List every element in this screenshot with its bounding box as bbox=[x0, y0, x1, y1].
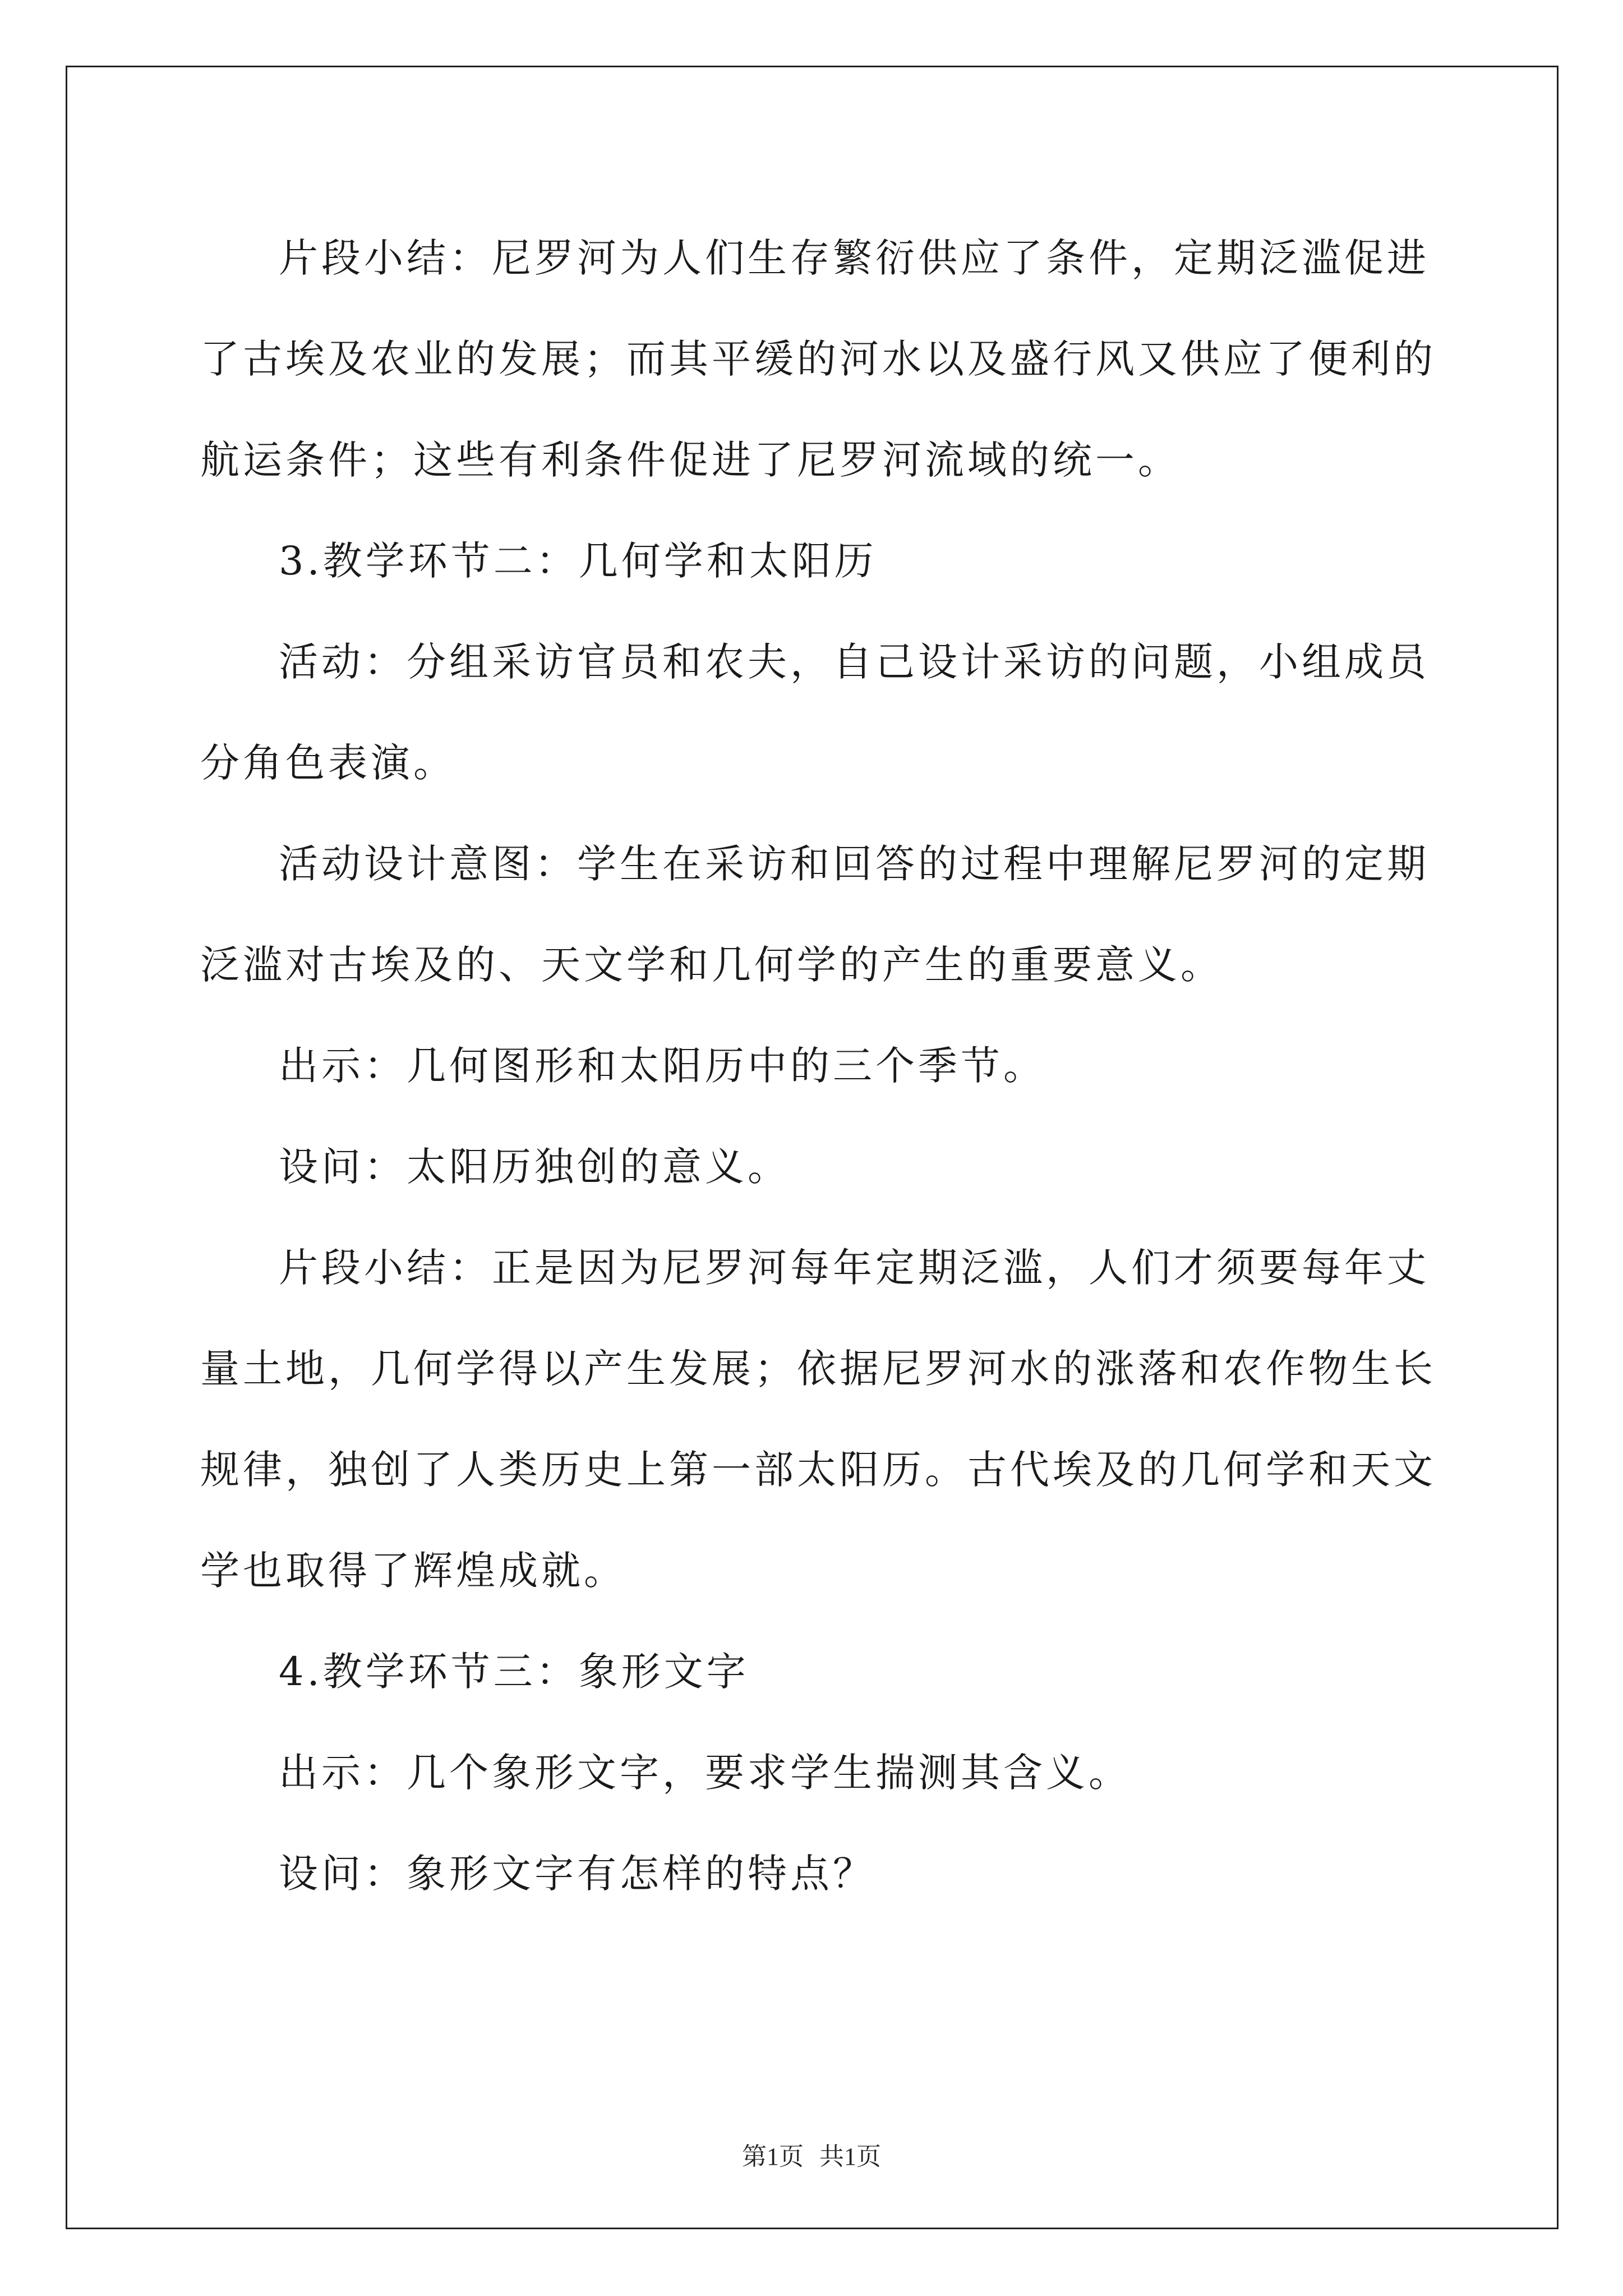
page-footer bbox=[0, 2136, 1623, 2172]
page-number-total: 共1页 bbox=[819, 2143, 881, 2170]
paragraph-question-2: 设问：象形文字有怎样的特点？ bbox=[279, 1851, 875, 1897]
page-number-current: 第1页 bbox=[742, 2143, 804, 2170]
document-body bbox=[200, 208, 1440, 1924]
section-heading-hieroglyphs: 4.教学环节三：象形文字 bbox=[279, 1649, 749, 1695]
paragraph-summary-1: 片段小结：尼罗河为人们生存繁衍供应了条件，定期泛滥促进了古埃及农业的发展；而其平缓的河水以及盛行风又供应了便利的航运条件；这些有利条件促进了尼罗河流域的统一。 bbox=[200, 235, 1436, 483]
paragraph-show-1: 出示：几何图形和太阳历中的三个季节。 bbox=[279, 1043, 1046, 1089]
section-heading-geometry: 3.教学环节二：几何学和太阳历 bbox=[279, 538, 877, 584]
paragraph-show-2: 出示：几个象形文字，要求学生揣测其含义。 bbox=[279, 1750, 1131, 1796]
paragraph-activity-intent: 活动设计意图：学生在采访和回答的过程中理解尼罗河的定期泛滥对古埃及的、天文学和几何学的产生的重要意义。 bbox=[200, 841, 1430, 988]
paragraph-question-1: 设问：太阳历独创的意义。 bbox=[279, 1144, 790, 1190]
paragraph-activity: 活动：分组采访官员和农夫，自己设计采访的问题，小组成员分角色表演。 bbox=[200, 639, 1430, 786]
paragraph-summary-2: 片段小结：正是因为尼罗河每年定期泛滥，人们才须要每年丈量土地，几何学得以产生发展；依据尼罗河水的涨落和农作物生长规律，独创了人类历史上第一部太阳历。古代埃及的几何学和天文学也取得了辉煌成就。 bbox=[200, 1245, 1436, 1594]
